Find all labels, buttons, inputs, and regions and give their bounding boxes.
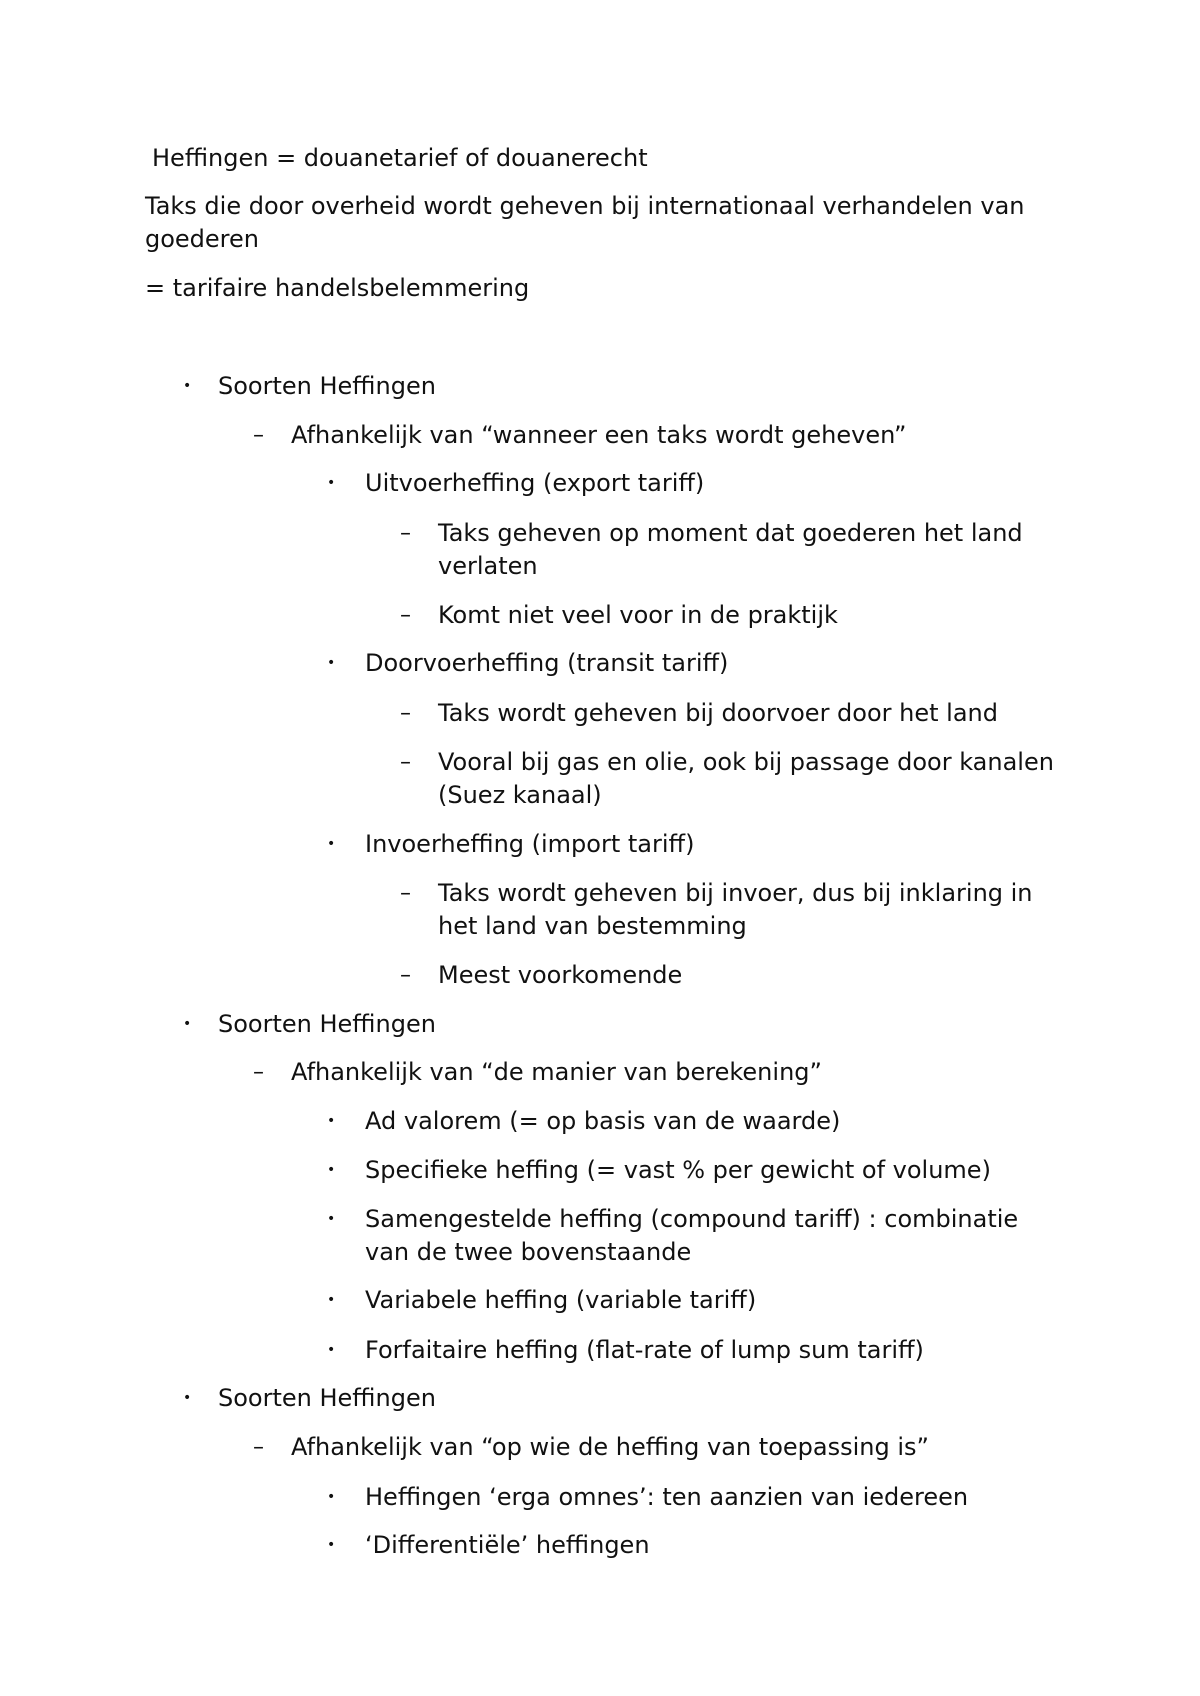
section-1-item-3-detail-2 (0, 959, 1200, 992)
detail-text: Taks wordt geheven bij doorvoer door het land (438, 699, 998, 727)
bullet-marker: • (327, 475, 336, 491)
section-1-bullet (0, 370, 1200, 403)
section-2-bullet (0, 1008, 1200, 1041)
section-2-item-5 (0, 1334, 1200, 1367)
section-3-sub-text: Afhankelijk van “op wie de heffing van toepassing is” (291, 1433, 929, 1461)
section-3-item-1 (0, 1481, 1200, 1514)
dash-marker: – (400, 881, 411, 906)
bullet-marker: • (327, 1342, 336, 1358)
bullet-marker: • (183, 378, 192, 394)
section-1-item-2-detail-2 (0, 746, 1200, 779)
section-2-item-2 (0, 1154, 1200, 1187)
section-3-title: Soorten Heffingen (218, 1384, 436, 1412)
section-2-sub (0, 1056, 1200, 1089)
section-2-item-1 (0, 1105, 1200, 1138)
section-2-sub-text: Afhankelijk van “de manier van berekening” (291, 1058, 822, 1086)
bullet-marker: • (327, 1489, 336, 1505)
section-2-title: Soorten Heffingen (218, 1010, 436, 1038)
section-2-item-3 (0, 1203, 1200, 1236)
detail-text: Meest voorkomende (438, 961, 683, 989)
section-1-item-2-label: Doorvoerheffing (transit tariff) (365, 649, 729, 677)
dash-marker: – (400, 603, 411, 628)
detail-text-continued: het land van bestemming (438, 912, 747, 940)
section-3-bullet (0, 1382, 1200, 1415)
list-item: Heffingen ‘erga omnes’: ten aanzien van iedereen (365, 1483, 969, 1511)
section-2-item-4 (0, 1284, 1200, 1317)
intro-summary: = tarifaire handelsbelemmering (145, 274, 530, 302)
section-1-item-2 (0, 647, 1200, 680)
detail-text-continued: (Suez kanaal) (438, 781, 602, 809)
dash-marker: – (253, 1435, 264, 1460)
section-1-item-2-detail-1 (0, 697, 1200, 730)
dash-marker: – (400, 701, 411, 726)
bullet-marker: • (327, 1292, 336, 1308)
dash-marker: – (253, 1060, 264, 1085)
section-1-sub (0, 419, 1200, 452)
section-1-item-1-label: Uitvoerheffing (export tariff) (365, 469, 705, 497)
bullet-marker: • (183, 1016, 192, 1032)
dash-marker: – (253, 423, 264, 448)
list-item: Samengestelde heffing (compound tariff) : combinatie (365, 1205, 1019, 1233)
intro-definition-line-1: Taks die door overheid wordt geheven bij internationaal verhandelen van (145, 192, 1025, 220)
list-item-continued: van de twee bovenstaande (365, 1238, 692, 1266)
detail-text: Taks geheven op moment dat goederen het land (438, 519, 1023, 547)
detail-text: Taks wordt geheven bij invoer, dus bij inklaring in (438, 879, 1033, 907)
bullet-marker: • (327, 655, 336, 671)
section-3-sub (0, 1431, 1200, 1464)
list-item: Ad valorem (= op basis van de waarde) (365, 1107, 841, 1135)
section-1-item-3 (0, 828, 1200, 861)
section-1-item-3-detail-1 (0, 877, 1200, 910)
dash-marker: – (400, 963, 411, 988)
section-1-item-1 (0, 467, 1200, 500)
section-1-item-1-detail-1 (0, 517, 1200, 550)
intro-title: Heffingen = douanetarief of douanerecht (152, 144, 648, 172)
section-1-sub-text: Afhankelijk van “wanneer een taks wordt geheven” (291, 421, 907, 449)
section-3-item-2 (0, 1529, 1200, 1562)
bullet-marker: • (183, 1390, 192, 1406)
detail-text-continued: verlaten (438, 552, 538, 580)
section-1-item-3-label: Invoerheffing (import tariff) (365, 830, 695, 858)
bullet-marker: • (327, 836, 336, 852)
list-item: ‘Differentiële’ heffingen (365, 1531, 650, 1559)
section-1-item-1-detail-2 (0, 599, 1200, 632)
list-item: Variabele heffing (variable tariff) (365, 1286, 757, 1314)
bullet-marker: • (327, 1537, 336, 1553)
bullet-marker: • (327, 1211, 336, 1227)
list-item: Forfaitaire heffing (flat-rate of lump sum tariff) (365, 1336, 924, 1364)
intro-definition-line-2: goederen (145, 225, 259, 253)
dash-marker: – (400, 521, 411, 546)
section-1-title: Soorten Heffingen (218, 372, 436, 400)
bullet-marker: • (327, 1113, 336, 1129)
detail-text: Vooral bij gas en olie, ook bij passage door kanalen (438, 748, 1054, 776)
bullet-marker: • (327, 1162, 336, 1178)
list-item: Specifieke heffing (= vast % per gewicht of volume) (365, 1156, 991, 1184)
dash-marker: – (400, 750, 411, 775)
detail-text: Komt niet veel voor in de praktijk (438, 601, 838, 629)
